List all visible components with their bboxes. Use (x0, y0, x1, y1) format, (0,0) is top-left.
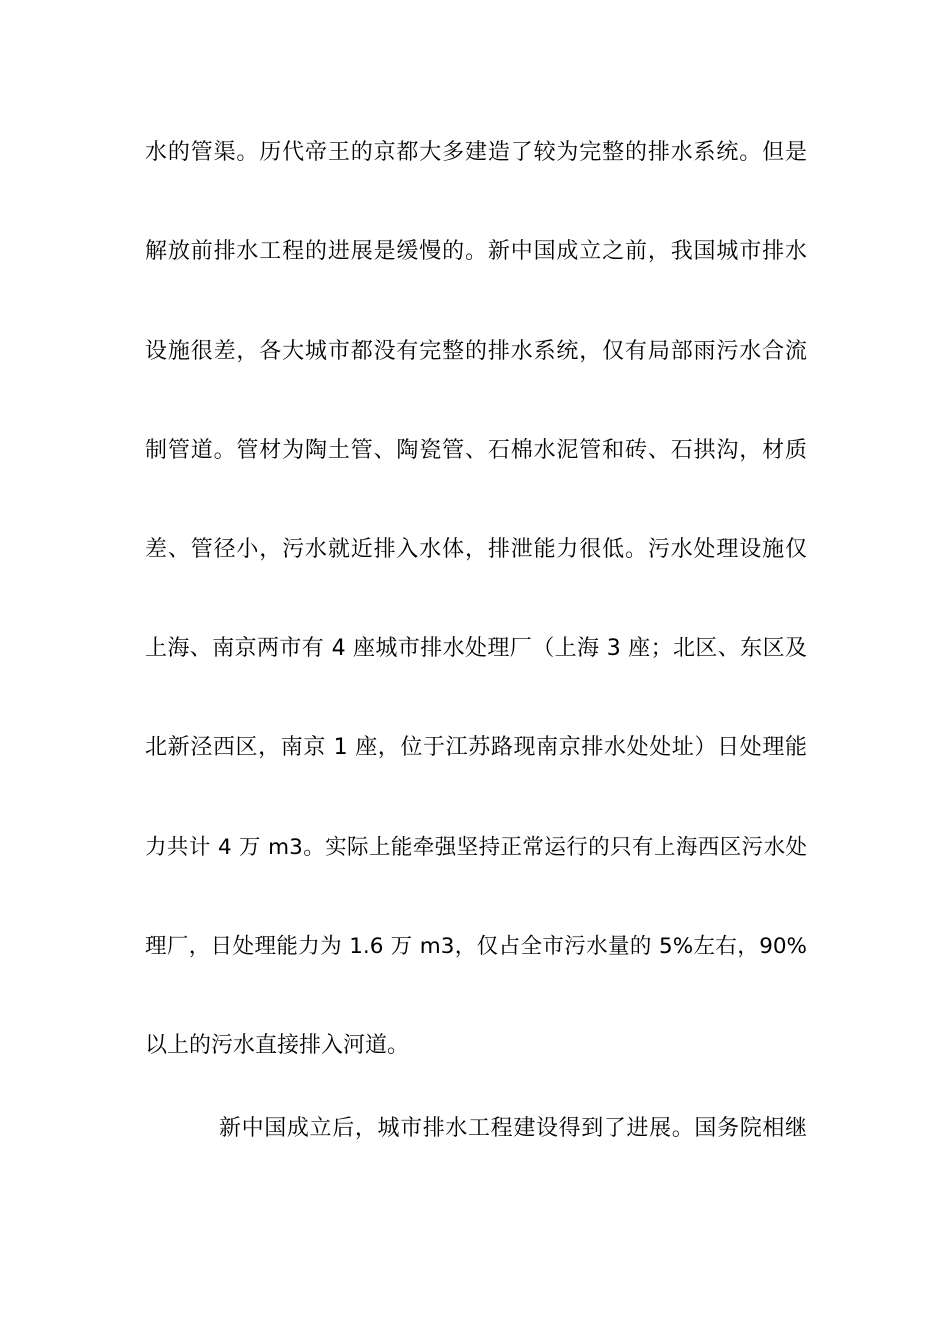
text-line-2: 解放前排水工程的进展是缓慢的。新中国成立之前，我国城市排水 (145, 239, 807, 264)
text-line-4: 制管道。管材为陶土管、陶瓷管、石棉水泥管和砖、石拱沟，材质 (145, 438, 807, 463)
text-line-9: 理厂，日处理能力为 1.6 万 m3，仅占全市污水量的 5%左右，90% (145, 934, 807, 959)
text-line-10: 以上的污水直接排入河道。 (145, 1033, 410, 1058)
text-line-3: 设施很差，各大城市都没有完整的排水系统，仅有局部雨污水合流 (145, 339, 807, 364)
text-line-6: 上海、南京两市有 4 座城市排水处理厂（上海 3 座；北区、东区及 (145, 636, 807, 661)
text-line-5: 差、管径小，污水就近排入水体，排泄能力很低。污水处理设施仅 (145, 537, 807, 562)
text-line-8: 力共计 4 万 m3。实际上能牵强坚持正常运行的只有上海西区污水处 (145, 835, 807, 860)
text-line-7: 北新泾西区，南京 1 座，位于江苏路现南京排水处处址）日处理能 (145, 735, 807, 760)
paragraph-start-line: 新中国成立后，城市排水工程建设得到了进展。国务院相继 (219, 1116, 807, 1141)
text-line-1: 水的管渠。历代帝王的京都大多建造了较为完整的排水系统。但是 (145, 140, 807, 165)
